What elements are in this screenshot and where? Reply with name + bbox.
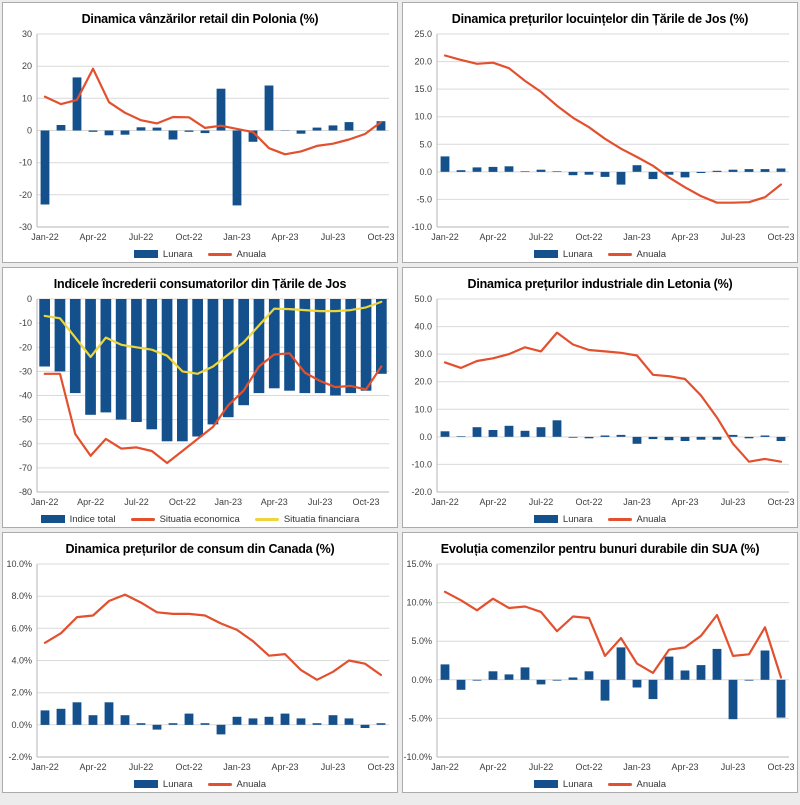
svg-text:20.0: 20.0 <box>414 56 432 67</box>
legend-label: Lunara <box>562 513 593 525</box>
svg-text:15.0%: 15.0% <box>406 560 432 569</box>
chart-legend <box>3 246 397 262</box>
legend-bar-swatch <box>534 515 558 523</box>
y-axis-labels <box>411 295 432 497</box>
chart-panel-canada-cpi <box>2 532 398 793</box>
y-axis-labels <box>6 560 32 762</box>
chart-canvas <box>403 295 797 511</box>
chart-canvas <box>403 30 797 246</box>
y-axis-labels <box>411 30 432 232</box>
line-series <box>45 595 381 680</box>
svg-text:Oct-23: Oct-23 <box>767 497 795 507</box>
svg-text:-10.0: -10.0 <box>411 459 432 470</box>
svg-text:-5.0%: -5.0% <box>408 713 432 724</box>
svg-text:Apr-23: Apr-23 <box>271 762 299 772</box>
svg-text:5.0%: 5.0% <box>411 636 432 647</box>
legend-item <box>534 779 593 790</box>
axes <box>437 299 789 492</box>
svg-text:30.0: 30.0 <box>414 349 432 360</box>
svg-text:Jul-22: Jul-22 <box>528 762 554 772</box>
svg-text:Apr-22: Apr-22 <box>479 497 507 507</box>
svg-text:Apr-23: Apr-23 <box>671 762 699 772</box>
legend-label: Anuala <box>636 248 667 260</box>
legend-item <box>534 249 593 260</box>
svg-text:-50: -50 <box>18 414 32 425</box>
legend-item <box>134 779 193 790</box>
chart-title: Dinamica prețurilor locuințelor din Țările de Jos (%) <box>451 12 749 26</box>
svg-text:Apr-22: Apr-22 <box>479 762 507 772</box>
legend-line-swatch <box>208 253 232 256</box>
legend-line-swatch <box>131 518 155 521</box>
svg-text:0: 0 <box>26 125 32 136</box>
chart-panel-poland-retail <box>2 2 398 263</box>
svg-text:Jul-23: Jul-23 <box>320 762 346 772</box>
legend-bar-swatch <box>534 250 558 258</box>
line-series <box>445 333 781 462</box>
legend-item <box>608 779 667 790</box>
svg-text:0.0%: 0.0% <box>11 719 32 730</box>
svg-text:Jan-23: Jan-23 <box>214 497 243 507</box>
legend-label: Anuala <box>236 248 267 260</box>
svg-text:-10.0: -10.0 <box>411 222 432 232</box>
svg-text:20: 20 <box>21 61 32 72</box>
svg-text:Jan-22: Jan-22 <box>431 232 459 242</box>
chart-canvas <box>3 295 397 511</box>
svg-text:Jul-23: Jul-23 <box>720 762 746 772</box>
svg-text:30: 30 <box>21 30 32 39</box>
svg-text:Oct-23: Oct-23 <box>767 232 795 242</box>
legend-line-swatch <box>608 783 632 786</box>
y-axis-labels <box>403 560 432 762</box>
legend-label: Lunara <box>162 248 193 260</box>
svg-text:-80: -80 <box>18 487 32 497</box>
svg-text:-10.0%: -10.0% <box>403 752 432 762</box>
svg-text:Oct-23: Oct-23 <box>767 762 795 772</box>
svg-text:Apr-23: Apr-23 <box>271 232 299 242</box>
legend-line-swatch <box>255 518 279 521</box>
svg-text:10.0: 10.0 <box>414 111 432 122</box>
svg-text:Jul-22: Jul-22 <box>528 232 554 242</box>
legend-item <box>608 514 667 525</box>
legend-label: Lunara <box>562 248 593 260</box>
svg-text:Apr-22: Apr-22 <box>77 497 105 507</box>
legend-item <box>208 249 267 260</box>
svg-text:6.0%: 6.0% <box>11 623 32 634</box>
legend-label: Situatia financiara <box>283 513 360 525</box>
chart-legend <box>403 511 797 527</box>
legend-label: Anuala <box>636 778 667 790</box>
chart-canvas <box>403 560 797 776</box>
chart-legend <box>403 776 797 792</box>
svg-text:8.0%: 8.0% <box>11 591 32 602</box>
legend-line-swatch <box>208 783 232 786</box>
chart-panel-us-durable-goods <box>402 532 798 793</box>
svg-text:Jul-22: Jul-22 <box>128 762 154 772</box>
svg-text:Oct-23: Oct-23 <box>367 762 395 772</box>
chart-title: Indicele încrederii consumatorilor din Țările de Jos <box>53 277 347 291</box>
legend-item <box>255 514 360 525</box>
svg-text:Oct-22: Oct-22 <box>168 497 196 507</box>
svg-text:Jul-22: Jul-22 <box>128 232 154 242</box>
svg-text:Jan-23: Jan-23 <box>623 762 651 772</box>
gridlines <box>37 564 389 757</box>
svg-text:10.0%: 10.0% <box>406 597 432 608</box>
chart-title: Dinamica vânzărilor retail din Polonia (%) <box>81 12 319 26</box>
legend-item <box>131 514 240 525</box>
legend-label: Situatia economica <box>159 513 240 525</box>
line-series <box>45 69 381 155</box>
legend-bar-swatch <box>134 780 158 788</box>
chart-panel-netherlands-housing <box>402 2 798 263</box>
bar-series <box>441 420 786 444</box>
svg-text:-10: -10 <box>18 157 32 168</box>
legend-item <box>41 514 116 525</box>
svg-text:Jan-22: Jan-22 <box>431 762 459 772</box>
svg-text:Oct-23: Oct-23 <box>367 232 395 242</box>
svg-text:Jul-23: Jul-23 <box>720 497 746 507</box>
x-axis-labels <box>431 497 794 507</box>
svg-text:40.0: 40.0 <box>414 321 432 332</box>
svg-text:Oct-22: Oct-22 <box>575 762 603 772</box>
svg-text:Jan-22: Jan-22 <box>30 497 59 507</box>
legend-bar-swatch <box>41 515 65 523</box>
chart-canvas <box>3 30 397 246</box>
legend-item <box>534 514 593 525</box>
svg-text:Jan-22: Jan-22 <box>431 497 459 507</box>
chart-title: Evoluția comenzilor pentru bunuri durabile din SUA (%) <box>440 542 760 556</box>
svg-text:-30: -30 <box>18 222 32 232</box>
svg-text:Jan-23: Jan-23 <box>623 497 651 507</box>
svg-text:2.0%: 2.0% <box>11 687 32 698</box>
legend-line-swatch <box>608 518 632 521</box>
legend-label: Lunara <box>562 778 593 790</box>
svg-text:4.0%: 4.0% <box>11 655 32 666</box>
bar-series <box>441 647 786 719</box>
svg-text:Apr-23: Apr-23 <box>671 497 699 507</box>
y-axis-labels <box>19 30 32 232</box>
bar-series <box>441 156 786 184</box>
svg-text:Apr-23: Apr-23 <box>671 232 699 242</box>
svg-text:-40: -40 <box>18 390 32 401</box>
svg-text:Jan-23: Jan-23 <box>223 232 251 242</box>
svg-text:20.0: 20.0 <box>414 376 432 387</box>
svg-text:Jan-22: Jan-22 <box>31 232 59 242</box>
svg-text:-2.0%: -2.0% <box>8 752 32 762</box>
x-axis-labels <box>431 232 794 242</box>
svg-text:-30: -30 <box>18 366 32 377</box>
svg-text:10.0: 10.0 <box>414 404 432 415</box>
legend-item <box>134 249 193 260</box>
gridlines <box>437 564 789 757</box>
svg-text:5.0: 5.0 <box>419 139 432 150</box>
svg-text:Jul-23: Jul-23 <box>320 232 346 242</box>
svg-text:-20: -20 <box>18 342 32 353</box>
svg-text:10.0%: 10.0% <box>6 560 32 569</box>
chart-panel-latvia-industrial-prices <box>402 267 798 528</box>
svg-text:50.0: 50.0 <box>414 295 432 304</box>
svg-text:-10: -10 <box>18 318 32 329</box>
svg-text:Oct-22: Oct-22 <box>175 232 203 242</box>
svg-text:Jan-23: Jan-23 <box>623 232 651 242</box>
svg-text:Jan-22: Jan-22 <box>31 762 59 772</box>
chart-canvas <box>3 560 397 776</box>
svg-text:25.0: 25.0 <box>414 30 432 39</box>
legend-label: Lunara <box>162 778 193 790</box>
svg-text:Oct-22: Oct-22 <box>575 232 603 242</box>
legend-bar-swatch <box>534 780 558 788</box>
svg-text:Apr-22: Apr-22 <box>79 232 107 242</box>
chart-panel-netherlands-consumer-confidence <box>2 267 398 528</box>
bar-series <box>41 77 386 205</box>
legend-label: Indice total <box>69 513 116 525</box>
x-axis-labels <box>31 497 380 507</box>
chart-title: Dinamica prețurilor de consum din Canada (%) <box>65 542 335 556</box>
line-series <box>445 56 781 203</box>
svg-text:Oct-22: Oct-22 <box>575 497 603 507</box>
svg-text:-60: -60 <box>18 438 32 449</box>
svg-text:Jul-22: Jul-22 <box>528 497 554 507</box>
chart-legend <box>3 776 397 792</box>
svg-text:Apr-22: Apr-22 <box>79 762 107 772</box>
svg-text:Jul-23: Jul-23 <box>307 497 333 507</box>
svg-text:Jul-22: Jul-22 <box>124 497 149 507</box>
svg-text:-20.0: -20.0 <box>411 487 432 497</box>
svg-text:15.0: 15.0 <box>414 84 432 95</box>
svg-text:Jul-23: Jul-23 <box>720 232 746 242</box>
x-axis-labels <box>31 762 394 772</box>
legend-label: Anuala <box>236 778 267 790</box>
gridlines <box>437 299 789 492</box>
svg-text:Apr-23: Apr-23 <box>260 497 288 507</box>
svg-text:0: 0 <box>26 295 32 304</box>
svg-text:-20: -20 <box>18 189 32 200</box>
svg-text:-5.0: -5.0 <box>416 194 432 205</box>
chart-title: Dinamica prețurilor industriale din Letonia (%) <box>467 277 733 291</box>
svg-text:Jan-23: Jan-23 <box>223 762 251 772</box>
svg-text:-70: -70 <box>18 462 32 473</box>
bar-series <box>41 702 386 734</box>
y-axis-labels <box>19 295 32 497</box>
svg-text:Oct-23: Oct-23 <box>352 497 380 507</box>
chart-legend <box>3 511 397 527</box>
line-series <box>445 592 781 678</box>
legend-label: Anuala <box>636 513 667 525</box>
axes <box>437 564 789 757</box>
x-axis-labels <box>31 232 394 242</box>
legend-item <box>608 249 667 260</box>
legend-bar-swatch <box>134 250 158 258</box>
chart-legend <box>403 246 797 262</box>
svg-text:Oct-22: Oct-22 <box>175 762 203 772</box>
legend-line-swatch <box>608 253 632 256</box>
svg-text:10: 10 <box>21 93 32 104</box>
svg-text:Apr-22: Apr-22 <box>479 232 507 242</box>
svg-text:0.0: 0.0 <box>419 166 432 177</box>
svg-text:0.0: 0.0 <box>419 431 432 442</box>
legend-item <box>208 779 267 790</box>
x-axis-labels <box>431 762 794 772</box>
svg-text:0.0%: 0.0% <box>411 674 432 685</box>
